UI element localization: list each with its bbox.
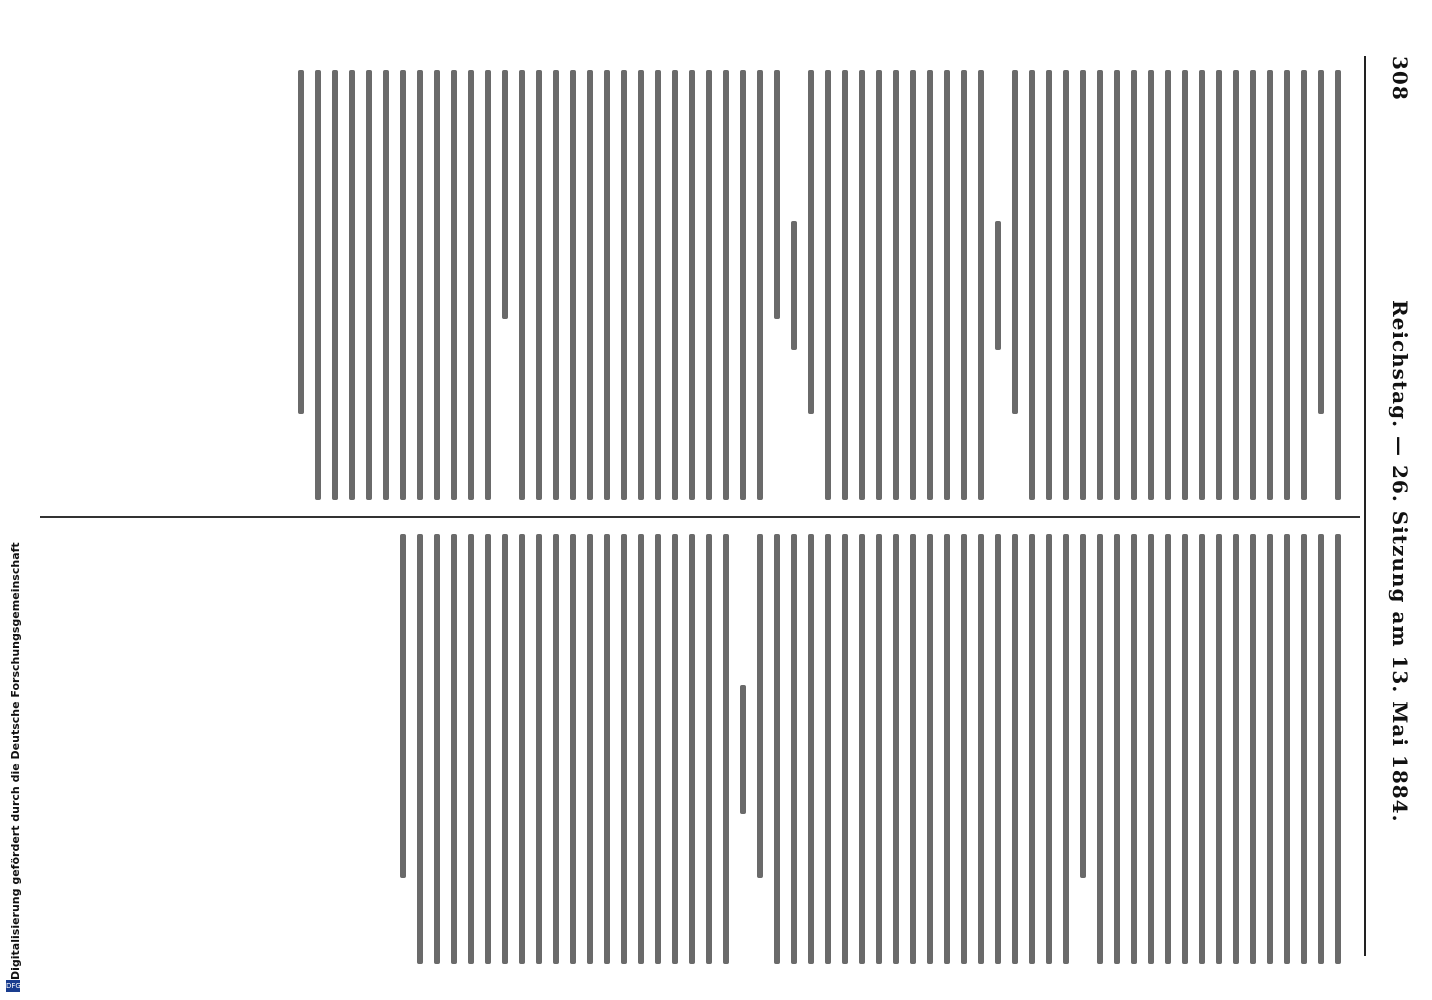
- header-rule: [1364, 56, 1366, 956]
- text-block: [389, 534, 1352, 964]
- dfg-logo: DFG: [6, 982, 21, 990]
- page-number: 308: [1388, 56, 1412, 101]
- left-column: [22, 70, 1352, 500]
- running-title: Reichstag. — 26. Sitzung am 13. Mai 1884.: [1388, 300, 1412, 823]
- text-block: [287, 70, 1352, 500]
- digitization-footer: [0, 0, 26, 1000]
- digitization-note: Digitalisierung gefördert durch die Deutsche Forschungsgemeinschaft: [9, 542, 22, 980]
- column-divider: [40, 516, 1360, 518]
- right-column: [22, 534, 1352, 964]
